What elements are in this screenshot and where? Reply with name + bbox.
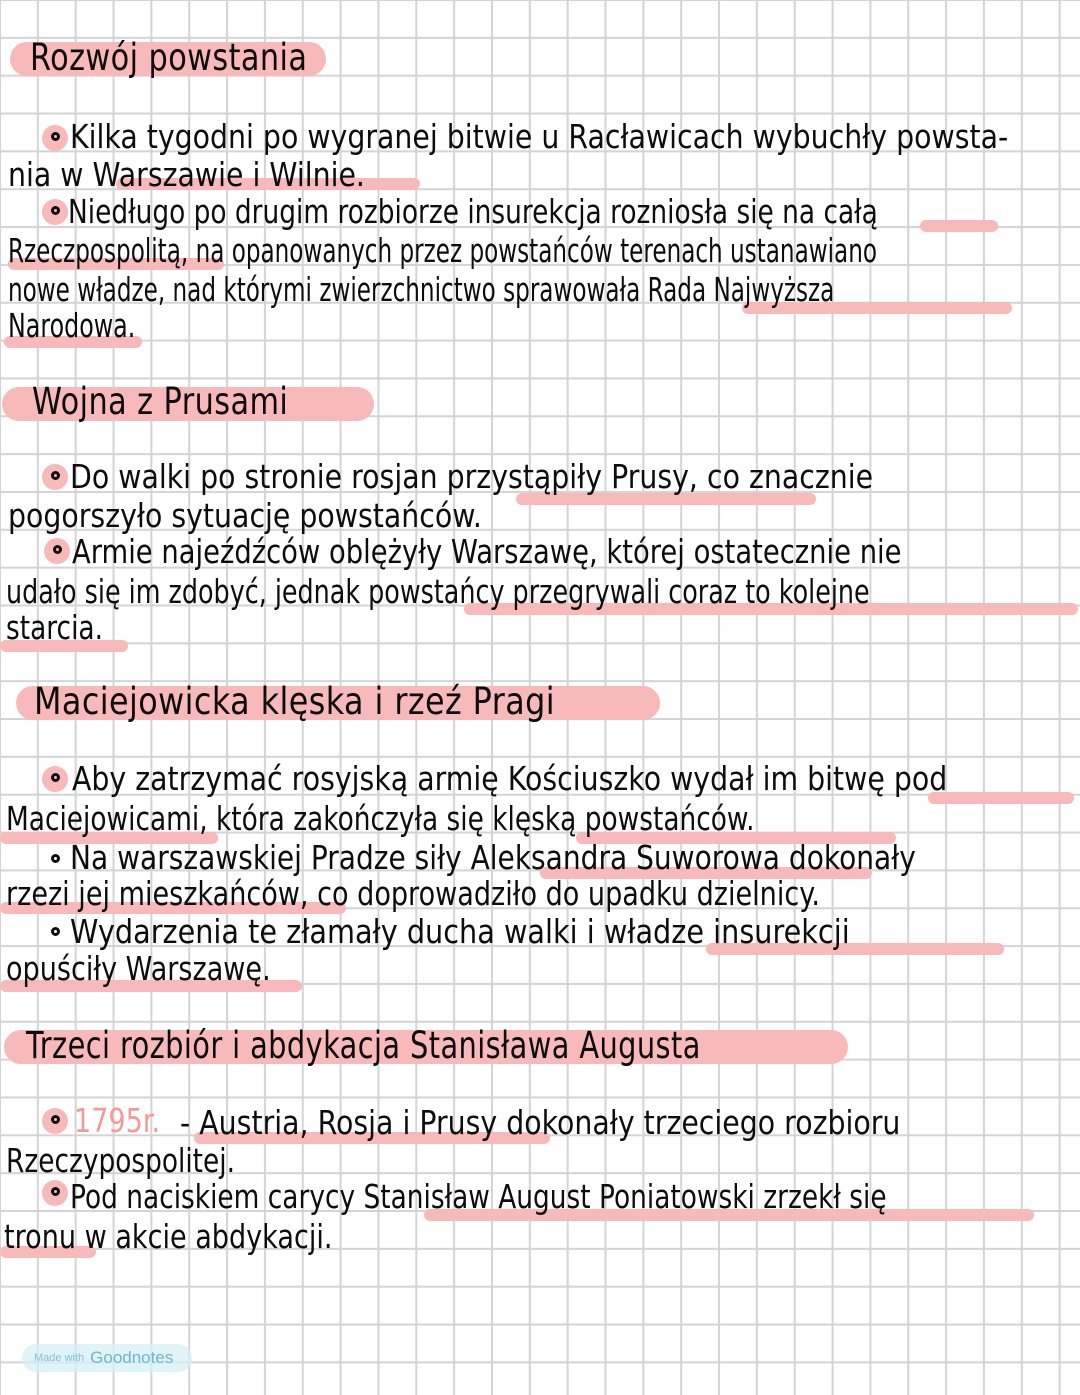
text-line: opuściły Warszawę. <box>6 949 271 988</box>
text-line: udało się im zdobyć, jednak powstańcy przegrywali coraz to kolejne <box>6 572 870 611</box>
text-line: Rzeczpospolitą, na opanowanych przez powstańców terenach ustanawiano <box>8 231 877 270</box>
text-line: Wydarzenia te złamały ducha walki i władze insurekcji <box>70 912 850 951</box>
text-line: Rzeczypospolitej. <box>6 1141 236 1180</box>
section-heading: Rozwój powstania <box>30 36 308 79</box>
text-line: Armie najeźdźców oblężyły Warszawę, której ostatecznie nie <box>72 532 902 571</box>
text-line: Kilka tygodni po wygranej bitwie u Racławicach wybuchły powsta- <box>70 117 1009 156</box>
bullet-icon <box>51 927 60 936</box>
section-heading: Maciejowicka klęska i rzeź Pragi <box>34 680 556 723</box>
text-line: Maciejowicami, która zakończyła się klęską powstańców. <box>6 799 755 838</box>
text-line: pogorszyło sytuację powstańców. <box>8 496 482 535</box>
bullet-icon <box>51 854 60 863</box>
bullet-icon <box>53 545 62 554</box>
text-line: tronu w akcie abdykacji. <box>4 1217 333 1256</box>
text-line: - Austria, Rosja i Prusy dokonały trzeciego rozbioru <box>180 1103 901 1142</box>
watermark-prefix: Made with <box>34 1352 85 1364</box>
bullet-icon <box>51 773 60 782</box>
text-line: nia w Warszawie i Wilnie. <box>8 155 365 194</box>
bullet-icon <box>51 1115 60 1124</box>
text-highlight <box>928 792 1074 804</box>
bullet-icon <box>51 206 60 215</box>
text-line: Aby zatrzymać rosyjską armię Kościuszko wydał im bitwę pod <box>72 759 948 798</box>
watermark-brand: Goodnotes <box>90 1348 174 1367</box>
section-heading: Wojna z Prusami <box>32 380 289 423</box>
bullet-icon <box>51 132 60 141</box>
section-heading: Trzeci rozbiór i abdykacja Stanisława Augusta <box>26 1024 701 1067</box>
bullet-icon <box>51 1187 60 1196</box>
text-highlight <box>920 220 998 232</box>
text-line: Na warszawskiej Pradze siły Aleksandra Suworowa dokonały <box>70 838 916 877</box>
text-line: Pod naciskiem carycy Stanisław August Poniatowski zrzekł się <box>70 1177 887 1216</box>
bullet-icon <box>51 471 60 480</box>
text-line: Niedługo po drugim rozbiorze insurekcja rozniosła się na całą <box>68 192 878 231</box>
text-line: rzezi jej mieszkańców, co doprowadziło do upadku dzielnicy. <box>6 874 820 913</box>
goodnotes-watermark <box>22 1344 192 1372</box>
text-line: Do walki po stronie rosjan przystąpiły Prusy, co znacznie <box>70 457 874 496</box>
text-line: starcia. <box>6 608 103 647</box>
text-line: Narodowa. <box>8 306 136 345</box>
text-line: nowe władze, nad którymi zwierzchnictwo sprawowała Rada Najwyższa <box>8 270 835 309</box>
year-label: 1795r. <box>74 1101 161 1140</box>
